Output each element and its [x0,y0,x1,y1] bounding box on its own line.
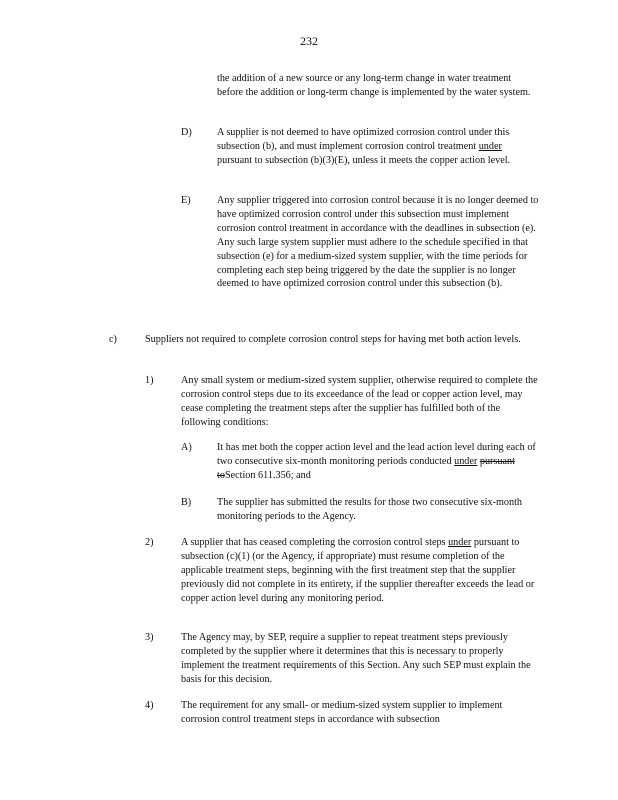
item-c2-underlined: under [448,537,472,548]
item-d-text [217,126,539,168]
item-c1a-text-part1: It has met both the copper action level and the lead action level during each of two consecutive six-month monitoring periods conducted [217,442,536,467]
item-c4-label: 4) [145,700,154,711]
item-c1b-label: B) [181,497,192,508]
item-c3-text: The Agency may, by SEP, require a supplier to repeat treatment steps previously completed by the supplier where it determines that this is necessary to properly implement the treatment requirements of this Section. Any such SEP must explain the basis for this decision. [181,632,531,685]
item-c1a-label: A) [181,442,192,453]
item-c4-text: The requirement for any small- or medium-sized system supplier to implement corrosion control treatment steps in accordance with subsection [181,700,503,725]
item-c1a-text-part2: Section 611.356; and [224,469,311,481]
item-c2-label: 2) [145,537,154,548]
item-c1-label: 1) [145,375,154,386]
item-c1a-struck: pursuant to [217,455,515,481]
item-c3-label: 3) [145,632,154,643]
item-c2-text-part1: A supplier that has ceased completing the corrosion control steps [181,537,446,548]
item-c1a-underlined: under [454,455,478,467]
item-c2-text-part2: pursuant to subsection (c)(1) (or the Agency, if appropriate) must resume completion of the applicable treatment steps, beginning with the first treatment step that the supplier previously did not complete in its entirety, if the supplier thereafter exceeds the lead or copper action level during any monitoring period. [181,537,535,604]
item-d-text-part2: pursuant to subsection (b)(3)(E), unless it meets the copper action level. [217,154,511,166]
item-c1a-text [217,441,539,483]
item-c1-text: Any small system or medium-sized system supplier, otherwise required to complete the corrosion control steps due to its exceedance of the lead or copper action level, may cease completing the treatment steps after the supplier has fulfilled both of the following conditions: [181,375,538,428]
item-e-text: Any supplier triggered into corrosion control because it is no longer deemed to have optimized corrosion control under this subsection must implement corrosion control treatment in accordance with the deadlines in subsection (e). Any such large system supplier must adhere to the schedule specified in that subsection (e) for a medium-sized system supplier, with the time periods for completing each step being triggered by the date the supplier is no longer deemed to have optimized corrosion control under this subsection (b). [217,195,539,290]
item-c2-text [181,536,539,606]
item-e-label: E) [181,195,191,206]
item-d-label: D) [181,127,192,138]
item-c1b-text: The supplier has submitted the results for those two consecutive six-month monitoring periods to the Agency. [217,497,523,522]
section-c-text: Suppliers not required to complete corrosion control steps for having met both action levels. [145,334,521,345]
item-d-underlined: under [478,140,502,152]
item-d-text-part1: A supplier is not deemed to have optimized corrosion control under this subsection (b), and must implement corrosion control treatment [217,127,510,152]
section-c-label: c) [109,334,117,345]
intro-paragraph: the addition of a new source or any long-term change in water treatment before the addition or long-term change is implemented by the water system. [217,73,531,98]
page-number: 232 [300,34,318,48]
